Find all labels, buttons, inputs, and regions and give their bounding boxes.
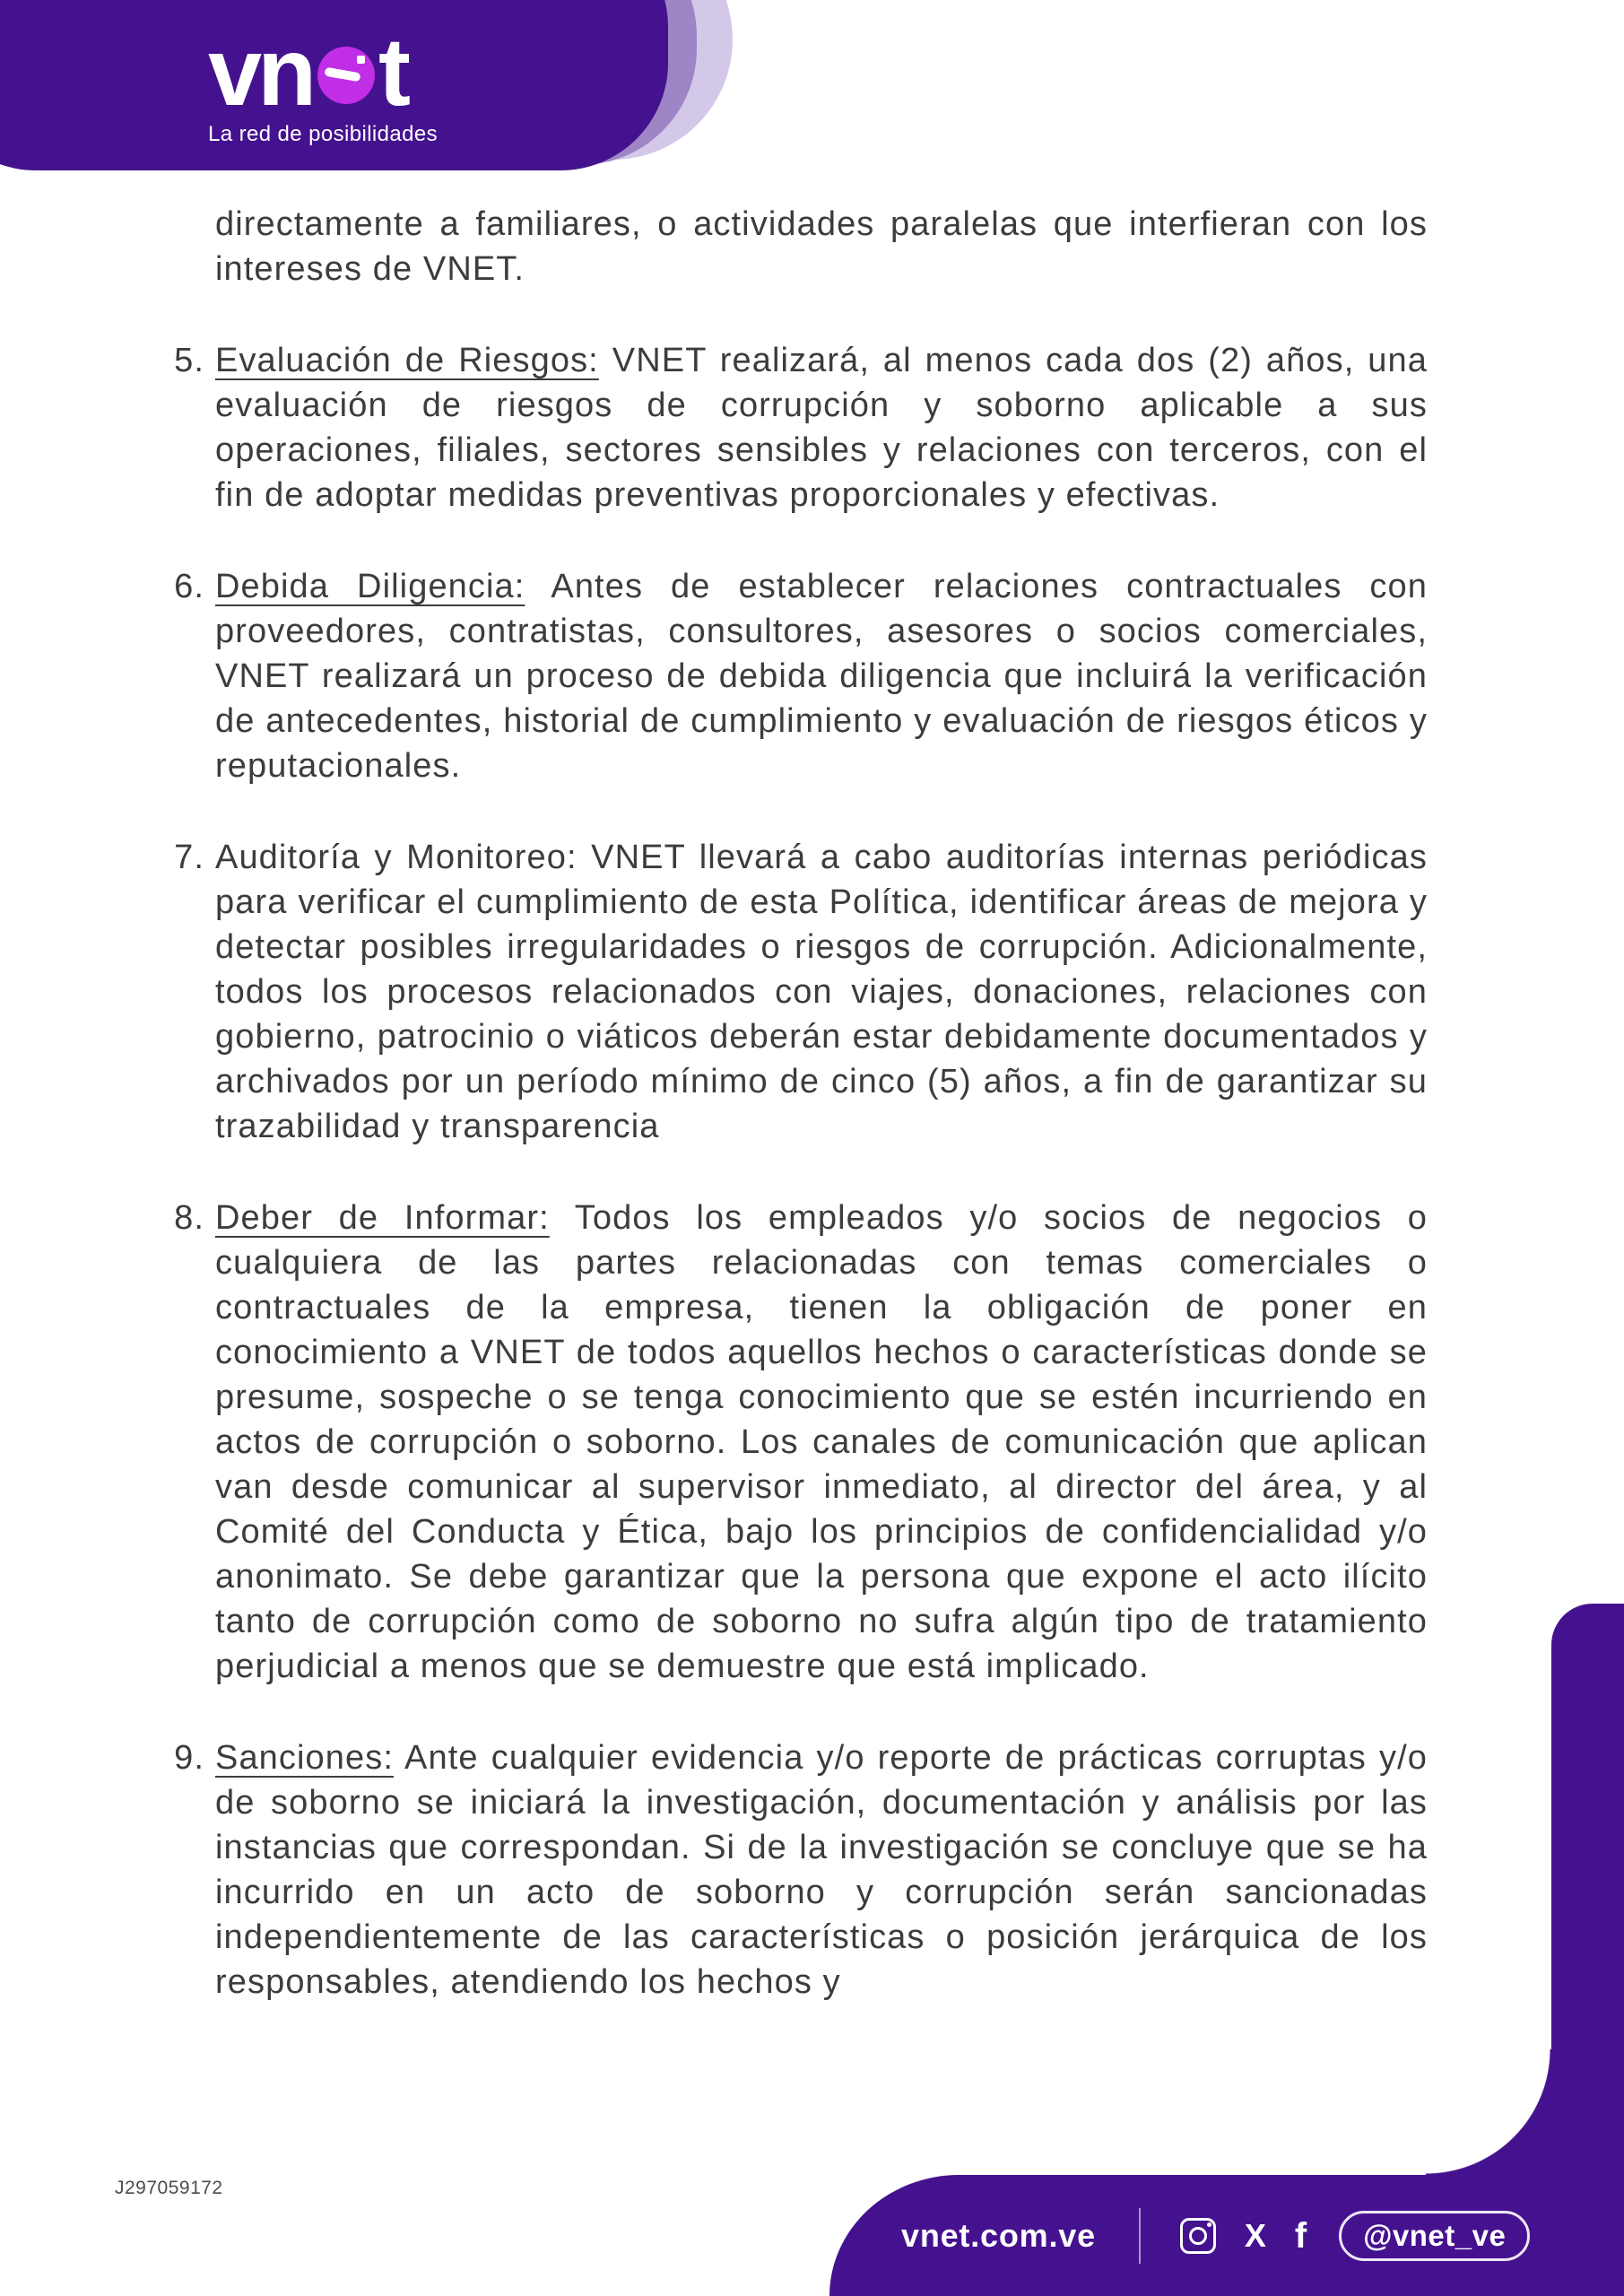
item-number: 6. — [174, 568, 204, 605]
social-handle-badge: @vnet_ve — [1339, 2211, 1530, 2261]
item-title: Evaluación de Riesgos: — [215, 342, 599, 379]
instagram-lens — [1189, 2227, 1207, 2245]
policy-item — [174, 1196, 1428, 1689]
item-title: Sanciones: — [215, 1739, 395, 1777]
item-number: 9. — [174, 1739, 204, 1777]
vnet-wordmark — [208, 7, 477, 126]
wordmark-right: t — [378, 17, 407, 126]
policy-text-block — [174, 202, 1428, 2005]
policy-item — [174, 1735, 1428, 2005]
website-url: vnet.com.ve — [901, 2216, 1096, 2254]
item-number: 7. — [174, 839, 204, 876]
item-number: 8. — [174, 1199, 204, 1237]
item-text: VNET realizará, al menos cada dos (2) años, una evaluación de riesgos de corrupción y soborno aplicable a sus operaciones, filiales, sectores sensibles y relaciones con terceros, con el fin de adoptar medidas preventivas proporcionales y efectivas. — [215, 342, 1428, 514]
item-title: Debida Diligencia: — [215, 568, 525, 605]
policy-list — [174, 338, 1428, 2005]
vnet-logo — [208, 7, 477, 147]
intro-paragraph: directamente a familiares, o actividades paralelas que interfieran con los intereses de VNET. — [215, 205, 1428, 288]
x-twitter-icon: X — [1244, 2216, 1266, 2254]
instagram-dot — [1207, 2222, 1211, 2227]
inner-corner-curve — [1426, 2049, 1551, 2175]
wordmark-left: vn — [208, 17, 313, 126]
facebook-icon: f — [1294, 2215, 1307, 2256]
registration-number: J297059172 — [115, 2178, 223, 2198]
policy-item — [174, 835, 1428, 1149]
smiley-e-icon — [317, 47, 375, 104]
item-title: Deber de Informar: — [215, 1199, 550, 1237]
item-text: Ante cualquier evidencia y/o reporte de prácticas corruptas y/o de soborno se iniciará la investigación, documentación y análisis por las instancias que correspondan. Si de la investigación se concluye que se ha incurrido en un acto de soborno y corrupción serán sancionadas independientemente de las características o posición jerárquica de los responsables, atendiendo los hechos y — [215, 1739, 1428, 2001]
item-title: Auditoría y Monitoreo: — [215, 839, 578, 876]
social-icons — [1180, 2215, 1307, 2256]
eye-shape — [357, 56, 365, 64]
item-text: Todos los empleados y/o socios de negocios o cualquiera de las partes relacionadas con temas comerciales o contractuales de la empresa, tienen la obligación de poner en conocimiento a VNET de todos aquellos hechos o características donde se presume, sospeche o se tenga conocimiento que se estén incurriendo en actos de corrupción o soborno. Los canales de comunicación que aplican van desde comunicar al supervisor inmediato, al director del área, y al Comité del Conducta y Ética, bajo los principios de confidencialidad y/o anonimato. Se debe garantizar que la persona que expone el acto ilícito tanto de corrupción como de soborno no sufra algún tipo de tratamiento perjudicial a menos que se demuestre que está implicado. — [215, 1199, 1428, 1685]
instagram-icon — [1180, 2218, 1216, 2254]
brand-tagline: La red de posibilidades — [208, 122, 439, 146]
footer — [901, 2175, 1583, 2296]
policy-item — [174, 564, 1428, 788]
smile-shape — [324, 66, 360, 81]
footer-divider — [1139, 2208, 1141, 2264]
item-text: VNET llevará a cabo auditorías internas periódicas para verificar el cumplimiento de esta Política, identificar áreas de mejora y detectar posibles irregularidades o riesgos de corrupción. Adicionalmente, todos los procesos relacionados con viajes, donaciones, relaciones con gobierno, patrocinio o viáticos deberán estar debidamente documentados y archivados por un período mínimo de cinco (5) años, a fin de garantizar su trazabilidad y transparencia — [215, 839, 1428, 1145]
item-number: 5. — [174, 342, 204, 379]
item-text: Antes de establecer relaciones contractuales con proveedores, contratistas, consultores, asesores o socios comerciales, VNET realizará un proceso de debida diligencia que incluirá la verificación de antecedentes, historial de cumplimiento y evaluación de riesgos éticos y reputacionales. — [215, 568, 1428, 785]
policy-item — [174, 338, 1428, 517]
